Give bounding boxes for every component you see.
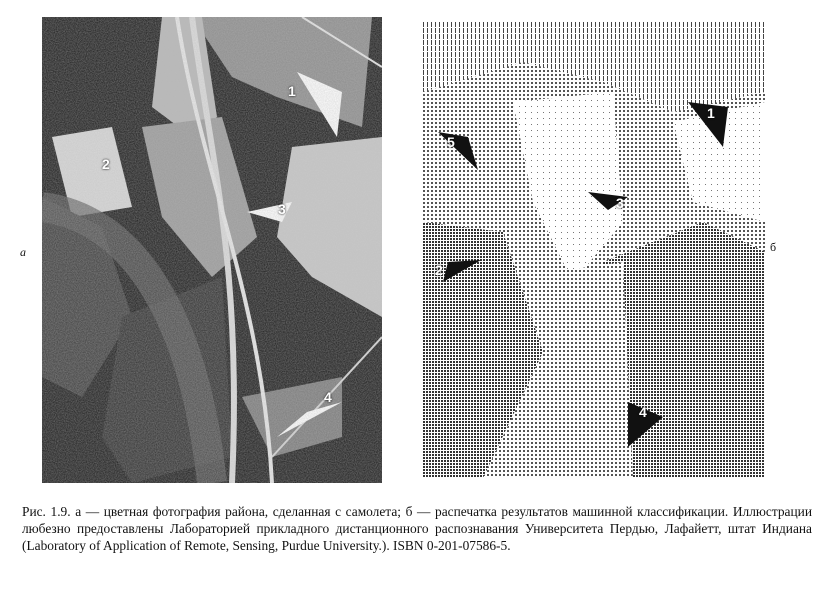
marker-b-5: 5 (447, 134, 455, 150)
marker-b-2: 2 (435, 262, 443, 278)
marker-b-1: 1 (707, 105, 715, 121)
aerial-photo-image (42, 17, 382, 483)
printout-image (423, 22, 765, 478)
marker-1: 1 (288, 83, 296, 99)
figure-caption: Рис. 1.9. а — цветная фотография района, сделанная с самолета; б — распечатка результатов машинной классификации. Иллюстрации любезно предоставлены Лабораторией прикладного дистанционного распознавания Университета Пердью, Лафайетт, штат Индиана (Laboratory of Application of Remote, Sensing, Purdue University.). ISBN 0-201-07586-5. (22, 504, 812, 553)
marker-2: 2 (102, 156, 110, 172)
marker-4: 4 (324, 389, 332, 405)
panel-label-b: б (770, 240, 777, 254)
marker-3: 3 (278, 201, 286, 217)
marker-b-4: 4 (639, 404, 647, 420)
marker-b-3: 3 (616, 195, 624, 211)
aerial-photo (42, 17, 382, 483)
panel-label-a: a (20, 245, 26, 259)
classification-printout (423, 22, 765, 478)
